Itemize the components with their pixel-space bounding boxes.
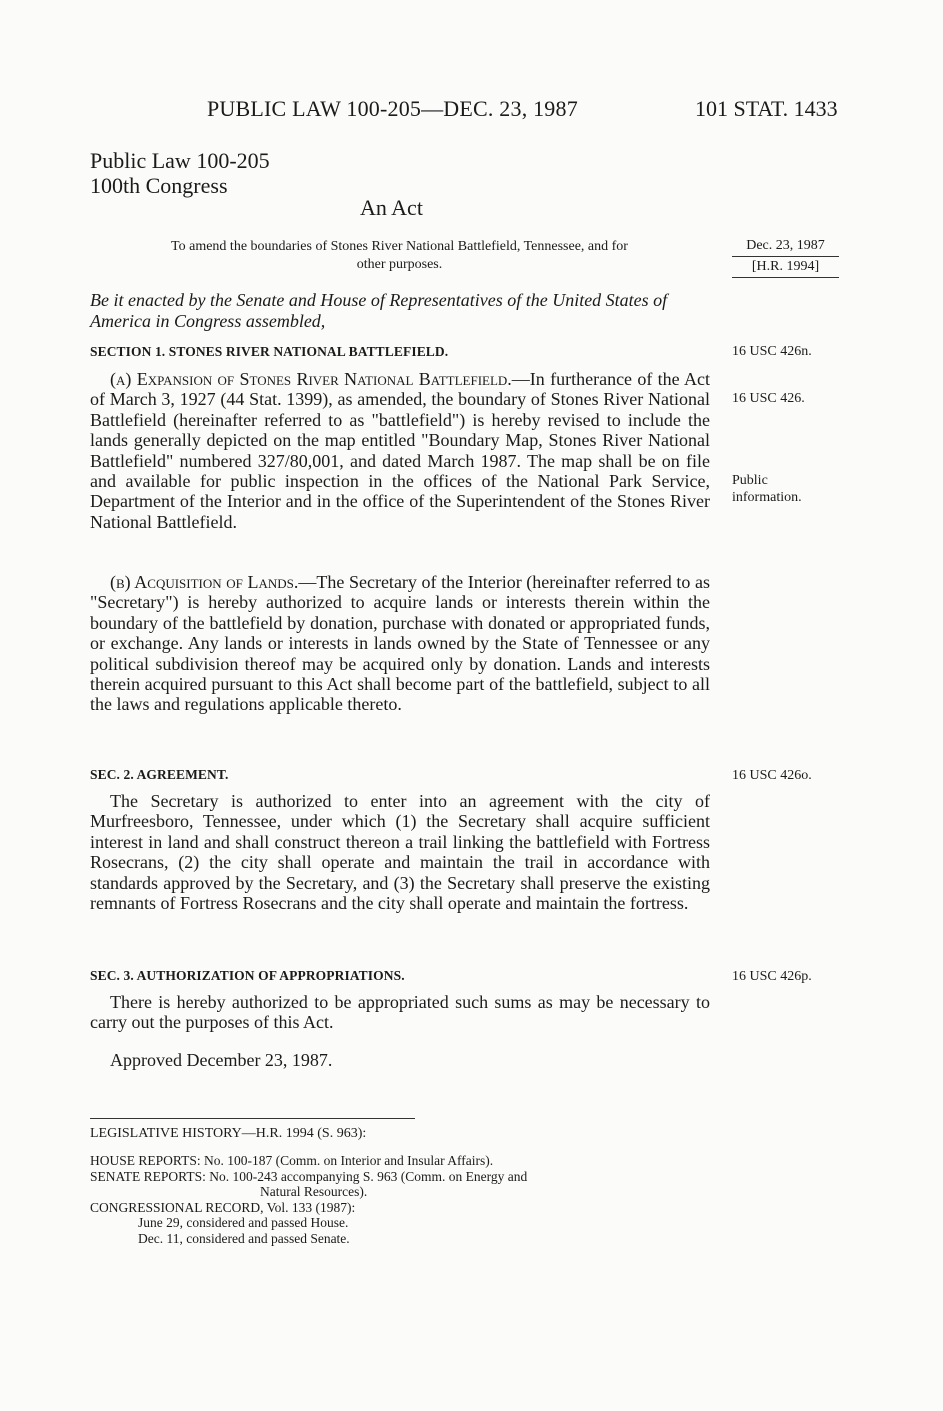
legislative-history-body — [90, 1153, 715, 1246]
public-note-line-1: Public — [732, 473, 768, 488]
section-1-subsection-b — [90, 572, 710, 715]
purpose-line-1: To amend the boundaries of Stones River National Battlefield, Tennessee, and for — [171, 239, 628, 254]
section-2-usc-note: 16 USC 426o. — [732, 768, 812, 783]
enactment-date: Dec. 23, 1987 — [746, 238, 825, 253]
bill-number: [H.R. 1994] — [751, 259, 820, 274]
record-house-action: June 29, considered and passed House. — [138, 1215, 349, 1230]
section-2-heading: SEC. 2. AGREEMENT. — [90, 767, 229, 782]
senate-reports: SENATE REPORTS: No. 100-243 accompanying S. 963 (Comm. on Energy and — [90, 1168, 528, 1184]
enacting-clause: Be it enacted by the Senate and House of Representatives of the United States of America in Congress assembled, — [90, 290, 668, 331]
congressional-record: CONGRESSIONAL RECORD, Vol. 133 (1987): — [90, 1199, 356, 1215]
public-law-number: Public Law 100-205 — [90, 148, 270, 173]
public-note-line-2: information. — [732, 490, 802, 505]
section-1-subsection-a — [90, 369, 710, 532]
section-3-heading: SEC. 3. AUTHORIZATION OF APPROPRIATIONS. — [90, 968, 405, 983]
running-header: PUBLIC LAW 100-205—DEC. 23, 1987 — [207, 96, 578, 121]
legislative-history-heading: LEGISLATIVE HISTORY—H.R. 1994 (S. 963): — [90, 1126, 367, 1141]
section-3-usc-note: 16 USC 426p. — [732, 969, 812, 984]
subsection-b-label: (b) Acquisition of Lands. — [110, 572, 299, 592]
enactment-date-note — [732, 236, 839, 278]
law-identification — [90, 148, 270, 198]
statute-page-number: 101 STAT. 1433 — [695, 96, 838, 121]
legislative-history-rule — [90, 1118, 415, 1119]
subsection-a-label: (a) Expansion of Stones River National Battlefield. — [110, 369, 512, 389]
subsection-a-text: —In furtherance of the Act of March 3, 1927 (44 Stat. 1399), as amended, the boundary of Stones River National Battlefield (hereinafter referred to as "battlefield") is hereby revised to include the lands generally depicted on the map entitled "Boundary Map, Stones River National Battlefield" numbered 327/80,001, and dated March 1987. The map shall be on file and available for public inspection in the offices of the National Park Service, Department of the Interior and in the office of the Superintendent of the Stones River National Battlefield. — [90, 369, 710, 532]
section-2-text: The Secretary is authorized to enter into an agreement with the city of Murfreesboro, Tennessee, under which (1) the Secretary shall acquire sufficient interest in land and shall construct thereon a trail linking the battlefield with Fortress Rosecrans, (2) the city shall operate and maintain the trail in accordance with standards approved by the Secretary, and (3) the Secretary shall preserve the existing remnants of Fortress Rosecrans and the city shall operate and maintain the fortress. — [90, 791, 710, 914]
record-senate-action: Dec. 11, considered and passed Senate. — [138, 1230, 350, 1246]
section-1-usc-note: 16 USC 426n. — [732, 344, 812, 359]
house-reports: HOUSE REPORTS: No. 100-187 (Comm. on Interior and Insular Affairs). — [90, 1153, 494, 1168]
senate-reports-continued: Natural Resources). — [260, 1184, 368, 1199]
approval-date: Approved December 23, 1987. — [110, 1050, 333, 1070]
bill-rule — [732, 277, 839, 278]
act-title: An Act — [360, 195, 423, 220]
section-3-text: There is hereby authorized to be appropriated such sums as may be necessary to carry out the purposes of this Act. — [90, 992, 710, 1033]
subsection-a-usc-note: 16 USC 426. — [732, 391, 805, 406]
public-information-note — [732, 472, 802, 506]
purpose-line-2: other purposes. — [356, 257, 443, 272]
congress-number: 100th Congress — [90, 173, 228, 198]
act-purpose — [92, 238, 707, 274]
section-1-heading: SECTION 1. STONES RIVER NATIONAL BATTLEFIELD. — [90, 344, 449, 359]
subsection-b-text: —The Secretary of the Interior (hereinafter referred to as "Secretary") is hereby authorized to acquire lands or interests therein within the boundary of the battlefield by donation, purchase with donated or appropriated funds, or exchange. Any lands or interests in lands owned by the State of Tennessee or any political subdivision thereof may be acquired only by donation. Lands and interests therein acquired pursuant to this Act shall become part of the battlefield, subject to all the laws and regulations applicable thereto. — [90, 572, 710, 715]
